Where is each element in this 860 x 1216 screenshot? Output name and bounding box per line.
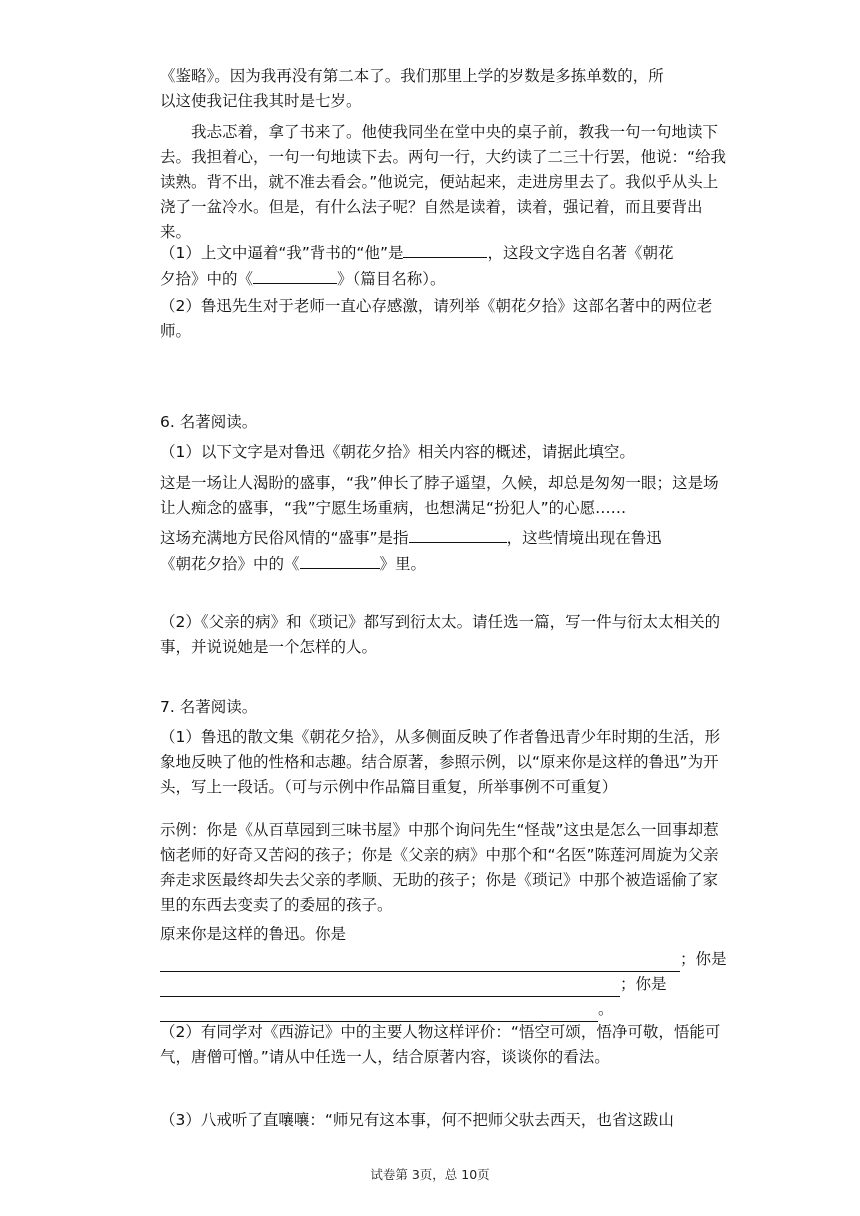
- q7-answer-lead: 原来你是这样的鲁迅。你是: [160, 925, 347, 943]
- q5-1-text-b: ，这段文字选自名著《朝花: [487, 244, 674, 262]
- q6-fill-text-d: 》里。: [379, 555, 427, 573]
- q5-2-text: （2）鲁迅先生对于老师一直心存感激，请列举《朝花夕拾》这部名著中的两位老师。: [160, 297, 713, 340]
- answer-row-1: [160, 947, 732, 972]
- q6-1-prompt: （1）以下文字是对鲁迅《朝花夕拾》相关内容的概述，请据此填空。: [160, 443, 635, 461]
- question-6-fill: [160, 525, 732, 577]
- answer-end: 。: [598, 1000, 614, 1018]
- q7-example-text: 示例：你是《从百草园到三味书屋》中那个询问先生“怪哉”这虫是怎么一回事却惹恼老师的好奇又苦闷的孩子；你是《父亲的病》中那个和“名医”陈莲河周旋为父亲奔走求医最终却失去父亲的孝顺、无助的孩子；你是《琐记》中那个被造谣偷了家里的东西去变卖了的委屈的孩子。: [160, 821, 719, 914]
- q6-2-text: （2）《父亲的病》和《琐记》都写到衍太太。请任选一篇，写一件与衍太太相关的事，并说说她是一个怎样的人。: [160, 613, 721, 656]
- passage-line-2: 以这使我记住我其时是七岁。: [160, 92, 362, 110]
- passage-paragraph-text: 我忐忑着，拿了书来了。他使我同坐在堂中央的桌子前，教我一句一句地读下去。我担着心，一句一句地读下去。两句一行，大约读了二三十行罢，他说：“给我读熟。背不出，就不准去看会。”他说完，便站起来，走进房里去了。我似乎从头上浇了一盆冷水。但是，有什么法子呢？自然是读着，读着，强记着，而且要背出来。: [160, 123, 727, 241]
- question-7-title: 7. 名著阅读。: [160, 698, 258, 716]
- question-5-2: [160, 294, 732, 344]
- passage-line-1: 《鉴略》。因为我再没有第二本了。我们那里上学的岁数是多拣单数的，所: [160, 67, 664, 85]
- answer-line-2[interactable]: [160, 978, 620, 997]
- q5-1-blank-chapter[interactable]: [253, 266, 337, 284]
- q6-blank-chapter[interactable]: [300, 551, 380, 569]
- question-5-1: [160, 240, 732, 292]
- q6-fill-text-c: 《朝花夕拾》中的《: [160, 555, 300, 573]
- question-6-title-block: [160, 410, 732, 435]
- q7-3-text: （3）八戒听了直嚷嚷：“师兄有这本事，何不把师父驮去西天，也省这跋山: [160, 1111, 674, 1129]
- passage-intro: [160, 64, 732, 114]
- answer-sep-2: ；你是: [620, 975, 667, 993]
- passage-paragraph: [160, 120, 732, 245]
- q6-fill-text-b: ，这些情境出现在鲁迅: [506, 529, 662, 547]
- q5-1-text-c: 夕拾》中的《: [160, 270, 254, 288]
- question-7-3: [160, 1108, 732, 1133]
- question-7-2: [160, 1020, 732, 1070]
- q6-fill-text-a: 这场充满地方民俗风情的“盛事”是指: [160, 529, 409, 547]
- answer-sep-1: ；你是: [680, 950, 727, 968]
- q5-1-text-a: （1）上文中逼着“我”背书的“他”是: [160, 244, 404, 262]
- q5-1-text-d: 》（篇目名称）。: [337, 270, 446, 288]
- question-7-answer: [160, 922, 732, 1022]
- q7-2-text: （2）有同学对《西游记》中的主要人物这样评价：“悟空可颂，悟净可敬，悟能可气，唐僧可憎。”请从中任选一人，结合原著内容，谈谈你的看法。: [160, 1023, 721, 1066]
- question-6-summary: [160, 471, 732, 521]
- answer-row-2: [160, 972, 732, 997]
- question-7-1: [160, 725, 732, 800]
- question-7-title-block: [160, 695, 732, 720]
- q5-1-blank-teacher[interactable]: [403, 240, 487, 258]
- page-footer: 试卷第 3页，总 10页: [370, 1167, 490, 1182]
- answer-line-1[interactable]: [160, 953, 680, 972]
- question-6-2: [160, 610, 732, 660]
- answer-row-3: [160, 997, 732, 1022]
- q7-1-prompt: （1）鲁迅的散文集《朝花夕拾》，从多侧面反映了作者鲁迅青少年时期的生活，形象地反映了他的性格和志趣。结合原著，参照示例，以“原来你是这样的鲁迅”为开头，写上一段话。（可与示例中作品篇目重复，所举事例不可重复）: [160, 728, 721, 796]
- question-6-1: [160, 440, 732, 465]
- question-7-example: [160, 818, 732, 918]
- q6-blank-event[interactable]: [409, 525, 507, 543]
- question-6-title: 6. 名著阅读。: [160, 413, 258, 431]
- q6-summary-text: 这是一场让人渴盼的盛事，“我”伸长了脖子遥望，久候，却总是匆匆一眼；这是场让人痴念的盛事，“我”宁愿生场重病，也想满足“扮犯人”的心愿……: [160, 474, 719, 517]
